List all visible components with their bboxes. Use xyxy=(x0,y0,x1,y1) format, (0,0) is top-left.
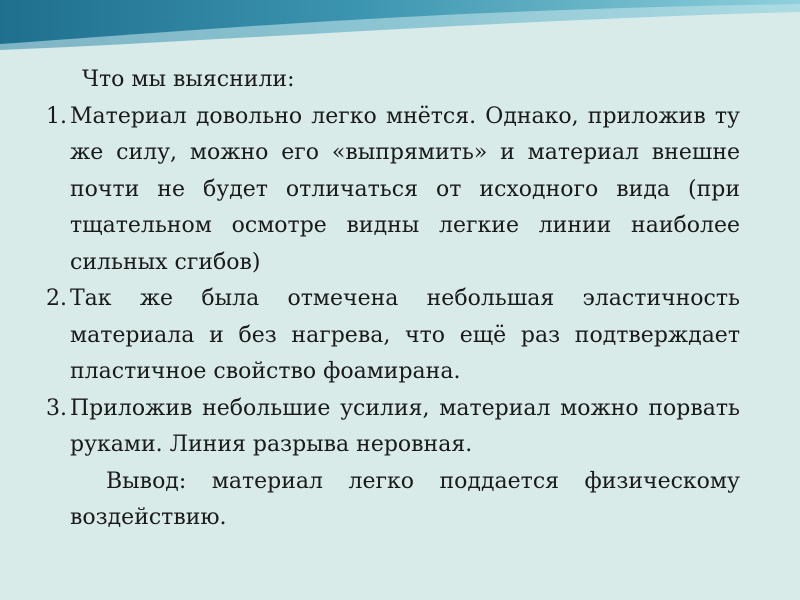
list-item-number: 2. xyxy=(46,286,67,311)
list-item-text: Приложив небольшие усилия, материал можно порвать руками. Линия разрыва неровная. xyxy=(70,395,740,457)
list-item xyxy=(46,99,740,282)
list-item-text: Материал довольно легко мнётся. Однако, приложив ту же силу, можно его «выпрямить» и материал внешне почти не будет отличаться от исходного вида (при тщательном осмотре видны легкие линии наиболее сильных сгибов) xyxy=(70,103,740,275)
slide-heading: Что мы выяснили: xyxy=(82,67,295,92)
list-item-text: Так же была отмечена небольшая эластичность материала и без нагрева, что ещё раз подтверждает пластичное свойство фоамирана. xyxy=(70,286,740,384)
conclusion-text: Вывод: материал легко поддается физическому воздействию. xyxy=(70,468,740,530)
list-item-number: 1. xyxy=(46,103,67,129)
list-item xyxy=(46,391,740,464)
slide-content xyxy=(46,62,740,537)
list-item-number: 3. xyxy=(46,395,67,421)
list-item xyxy=(46,281,740,391)
